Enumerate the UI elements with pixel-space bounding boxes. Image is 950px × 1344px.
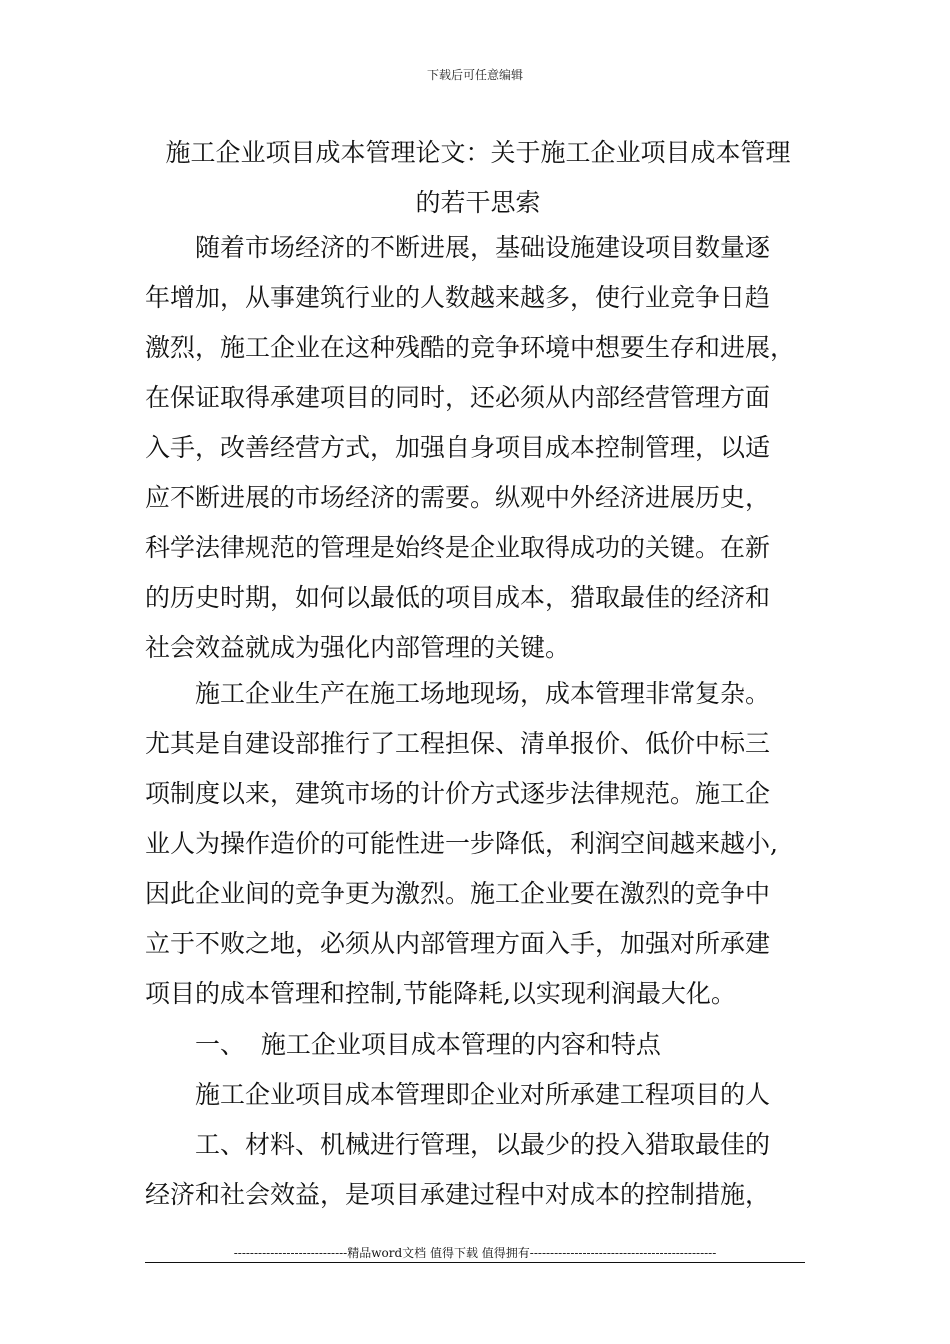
body-line: 应不断进展的市场经济的需要。纵观中外经济进展历史， (145, 483, 771, 512)
header-note: 下载后可任意编辑 (426, 68, 523, 82)
body-line: 科学法律规范的管理是始终是企业取得成功的关键。在新 (145, 533, 771, 562)
body-line: 年增加，从事建筑行业的人数越来越多，使行业竞争日趋 (145, 283, 771, 312)
body-line: 社会效益就成为强化内部管理的关键。 (145, 633, 571, 662)
body-line: 工、材料、机械进行管理，以最少的投入猎取最佳的 (195, 1130, 771, 1159)
body-line: 项目的成本管理和控制,节能降耗,以实现利润最大化。 (145, 979, 736, 1008)
body-line: 施工企业生产在施工场地现场，成本管理非常复杂。 (195, 679, 771, 708)
title-line-1: 施工企业项目成本管理论文：关于施工企业项目成本管理 (165, 138, 791, 167)
body-line: 尤其是自建设部推行了工程担保、清单报价、低价中标三 (145, 729, 771, 758)
body-line: 入手，改善经营方式，加强自身项目成本控制管理，以适 (145, 433, 771, 462)
body-line: 的历史时期，如何以最低的项目成本，猎取最佳的经济和 (145, 583, 771, 612)
body-line: 随着市场经济的不断进展，基础设施建设项目数量逐 (195, 233, 771, 262)
body-line: 经济和社会效益，是项目承建过程中对成本的控制措施， (145, 1180, 771, 1209)
body-line: 在保证取得承建项目的同时，还必须从内部经营管理方面 (145, 383, 771, 412)
footer-text: ----------------------------精品word文档 值得下载 值得拥有---------------------------------------------- (233, 1246, 717, 1260)
body-line: 因此企业间的竞争更为激烈。施工企业要在激烈的竞争中 (145, 879, 771, 908)
document-title (148, 128, 808, 228)
body-line: 立于不败之地，必须从内部管理方面入手，加强对所承建 (145, 929, 771, 958)
body-line: 施工企业项目成本管理即企业对所承建工程项目的人 (195, 1080, 771, 1109)
footer-rule (145, 1262, 805, 1263)
body-line: 业人为操作造价的可能性进一步降低，利润空间越来越小, (145, 829, 778, 858)
body-line: 项制度以来，建筑市场的计价方式逐步法律规范。施工企 (145, 779, 771, 808)
title-line-2: 的若干思索 (415, 188, 541, 217)
section-heading: 一、 施工企业项目成本管理的内容和特点 (195, 1030, 661, 1059)
body-line: 激烈，施工企业在这种残酷的竞争环境中想要生存和进展， (145, 333, 796, 362)
